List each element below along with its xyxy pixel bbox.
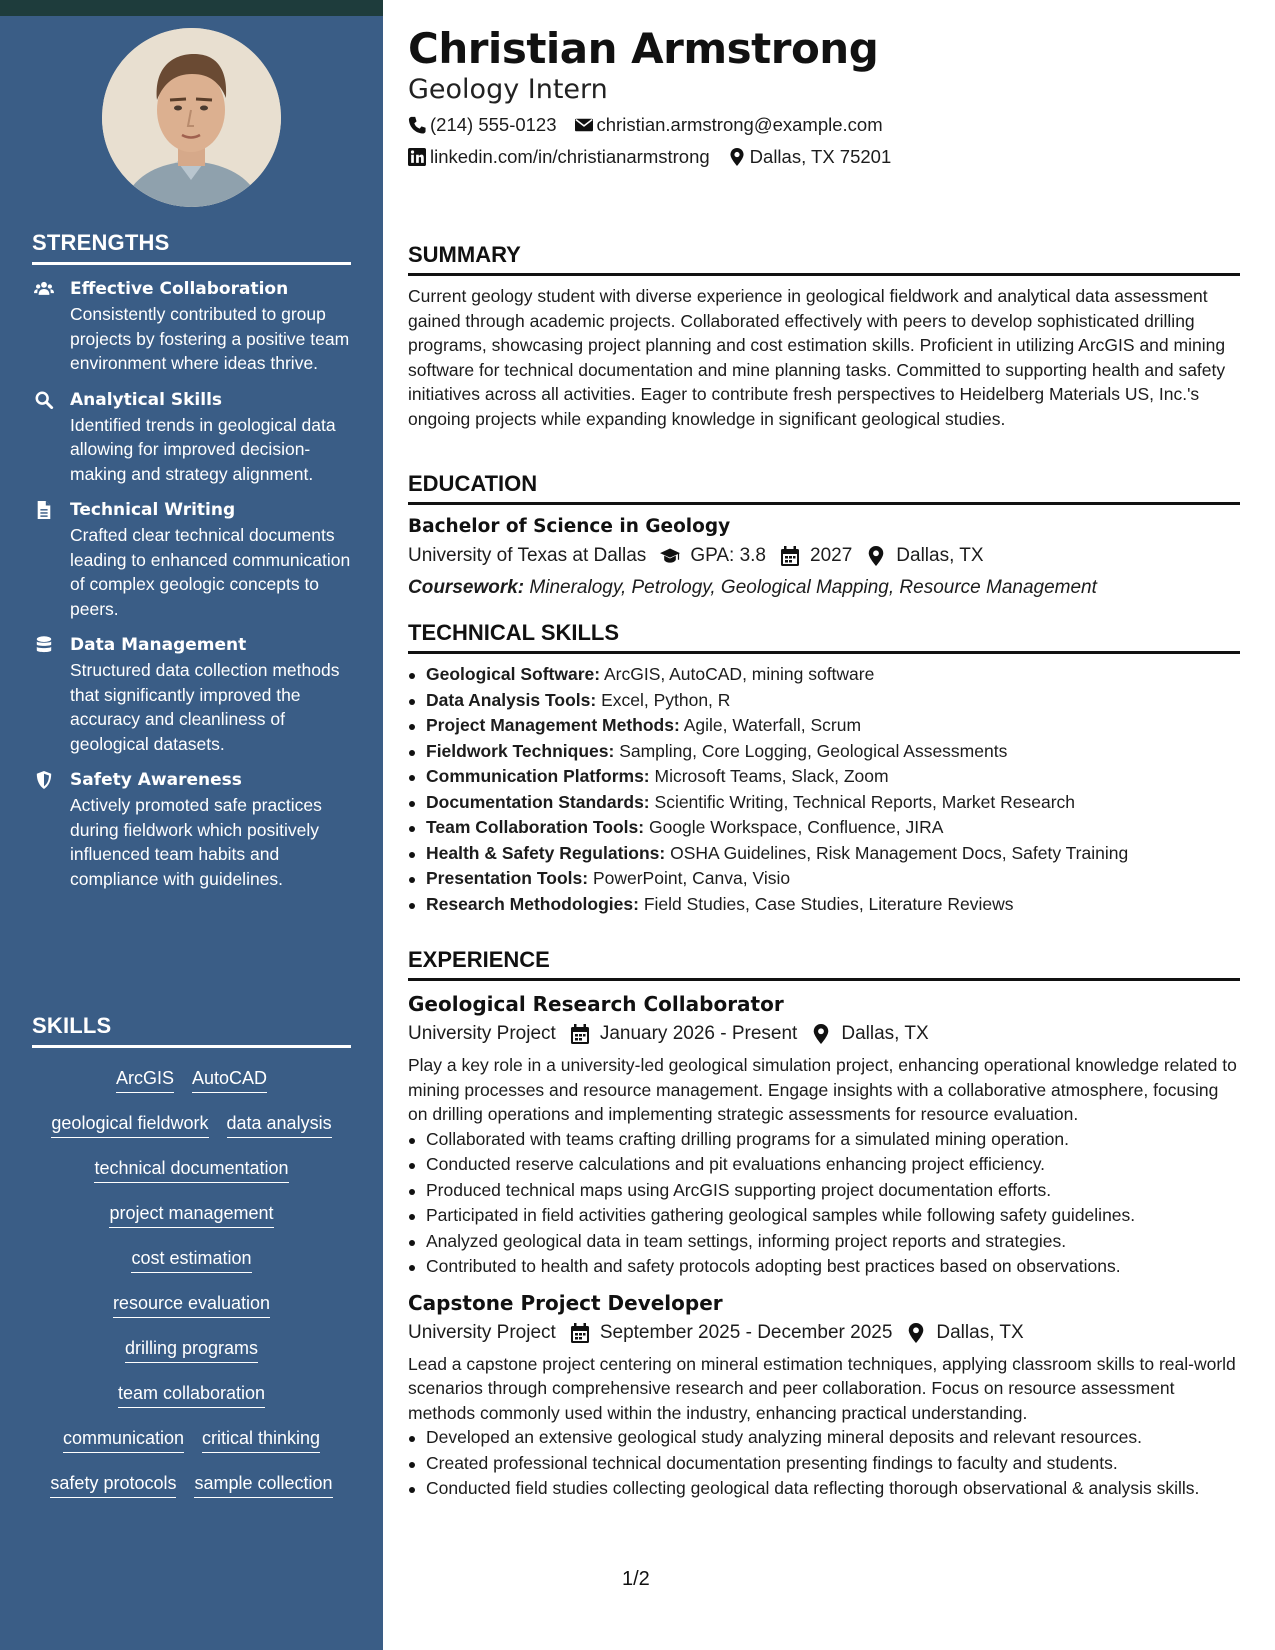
graduation-year: 2027 — [810, 545, 853, 566]
list-item: Collaborated with teams crafting drilling programs for a simulated mining operation. — [408, 1127, 1240, 1153]
list-item: Project Management Methods: Agile, Waterfall, Scrum — [408, 713, 1240, 739]
education-section — [408, 470, 1240, 603]
job-dates: January 2026 - Present — [599, 1023, 798, 1044]
envelope-icon — [575, 116, 593, 134]
strength-item — [32, 277, 351, 376]
strength-description: Identified trends in geological data allowing for improved decision-making and strategy alignment. — [70, 414, 336, 484]
map-pin-icon — [906, 1323, 926, 1343]
page-number: 1/2 — [622, 1568, 650, 1590]
skill-tag: sample collection — [194, 1471, 332, 1498]
job-entry — [408, 1288, 1240, 1502]
candidate-name: Christian Armstrong — [408, 24, 879, 73]
list-item: Contributed to health and safety protocols adopting best practices based on observations. — [408, 1254, 1240, 1280]
list-item: Fieldwork Techniques: Sampling, Core Logging, Geological Assessments — [408, 739, 1240, 765]
skill-tag: resource evaluation — [113, 1291, 270, 1318]
school-location: Dallas, TX — [896, 545, 984, 566]
list-item: Created professional technical documentation presenting findings to faculty and students. — [408, 1451, 1240, 1477]
strength-title: Safety Awareness — [70, 770, 242, 790]
job-meta — [408, 1019, 1240, 1049]
education-heading: EDUCATION — [408, 470, 1240, 505]
list-item: Health & Safety Regulations: OSHA Guidelines, Risk Management Docs, Safety Training — [408, 841, 1240, 867]
list-item: Developed an extensive geological study analyzing mineral deposits and relevant resources. — [408, 1425, 1240, 1451]
strength-description: Structured data collection methods that significantly improved the accuracy and cleanliness of geological datasets. — [70, 660, 340, 754]
school-name: University of Texas at Dallas — [408, 545, 647, 566]
skill-tag: communication — [63, 1426, 184, 1453]
coursework-line — [408, 573, 1240, 603]
coursework-text: Mineralogy, Petrology, Geological Mapping, Resource Management — [529, 577, 1097, 598]
document-icon — [32, 498, 70, 519]
strength-item — [32, 388, 351, 487]
list-item: Conducted field studies collecting geological data reflecting thorough observational & analysis skills. — [408, 1476, 1240, 1502]
degree-title: Bachelor of Science in Geology — [408, 516, 731, 537]
graduation-cap-icon — [660, 546, 680, 566]
avatar — [102, 28, 281, 207]
skill-tag: geological fieldwork — [51, 1111, 208, 1138]
strength-title: Effective Collaboration — [70, 279, 289, 299]
technical-skills-heading: TECHNICAL SKILLS — [408, 619, 1240, 654]
list-item: Documentation Standards: Scientific Writing, Technical Reports, Market Research — [408, 790, 1240, 816]
coursework-label: Coursework: — [408, 577, 525, 598]
strength-description: Consistently contributed to group projects by fostering a positive team environment where ideas thrive. — [70, 304, 350, 373]
job-meta — [408, 1318, 1240, 1348]
calendar-icon — [570, 1024, 590, 1044]
job-bullets — [408, 1425, 1240, 1502]
list-item: Conducted reserve calculations and pit evaluations enhancing project efficiency. — [408, 1152, 1240, 1178]
map-pin-icon — [811, 1024, 831, 1044]
job-location: Dallas, TX — [841, 1023, 929, 1044]
summary-heading: SUMMARY — [408, 241, 1240, 276]
summary-text: Current geology student with diverse experience in geological fieldwork and analytical data assessment gained through academic projects. Collaborated effectively with peers to develop sophisticated drilling programs, showcasing project planning and cost estimation skills. Proficient in utilizing ArcGIS and mining software for technical documentation and mine planning tasks. Committed to supporting health and safety initiatives across all activities. Eager to contribute fresh perspectives to Heidelberg Materials US, Inc.'s ongoing projects while expanding knowledge in significant geological studies. — [408, 286, 1226, 429]
skill-tag: AutoCAD — [192, 1066, 267, 1093]
phone-contact[interactable] — [408, 112, 557, 138]
strength-item — [32, 498, 351, 621]
strengths-section — [32, 230, 351, 903]
list-item: Data Analysis Tools: Excel, Python, R — [408, 688, 1240, 714]
skills-cloud — [32, 1066, 351, 1516]
linkedin-icon — [408, 148, 426, 166]
strengths-heading: STRENGTHS — [32, 230, 351, 265]
skill-tag: ArcGIS — [116, 1066, 174, 1093]
strength-title: Data Management — [70, 635, 247, 655]
skill-tag: drilling programs — [125, 1336, 258, 1363]
sidebar — [0, 0, 383, 1650]
list-item: Communication Platforms: Microsoft Teams, Slack, Zoom — [408, 764, 1240, 790]
education-meta — [408, 541, 1240, 571]
email-text: christian.armstrong@example.com — [596, 114, 883, 135]
summary-section — [408, 241, 1240, 431]
strength-title: Analytical Skills — [70, 389, 223, 410]
phone-icon — [408, 116, 426, 134]
list-item: Analyzed geological data in team settings, informing project reports and strategies. — [408, 1229, 1240, 1255]
job-org: University Project — [408, 1023, 556, 1044]
email-contact[interactable] — [575, 112, 883, 138]
contact-line-2 — [408, 144, 891, 170]
database-icon — [32, 633, 70, 654]
profile-photo-icon — [102, 28, 281, 207]
skill-tag: team collaboration — [118, 1381, 265, 1408]
job-title: Geological Research Collaborator — [408, 992, 784, 1016]
experience-section — [408, 946, 1240, 1502]
location-text: Dallas, TX 75201 — [749, 146, 892, 167]
linkedin-contact[interactable] — [408, 144, 710, 170]
skill-tag: project management — [109, 1201, 273, 1228]
sidebar-top-bar — [0, 0, 383, 16]
phone-text: (214) 555-0123 — [430, 114, 557, 135]
contact-line-1 — [408, 112, 883, 138]
list-item: Presentation Tools: PowerPoint, Canva, Visio — [408, 866, 1240, 892]
skill-tag: data analysis — [227, 1111, 332, 1138]
job-description: Lead a capstone project centering on mineral estimation techniques, applying classroom skills to real-world scenarios through comprehensive research and peer collaboration. Focus on resource assessment methods commonly used within the industry, enhancing practical understanding. — [408, 1353, 1236, 1423]
map-pin-icon — [728, 148, 746, 166]
gpa-text: GPA: 3.8 — [690, 545, 766, 566]
candidate-title: Geology Intern — [408, 74, 608, 105]
list-item: Participated in field activities gathering geological samples while following safety guidelines. — [408, 1203, 1240, 1229]
list-item: Research Methodologies: Field Studies, Case Studies, Literature Reviews — [408, 892, 1240, 918]
map-pin-icon — [866, 546, 886, 566]
shield-icon — [32, 768, 70, 789]
job-dates: September 2025 - December 2025 — [599, 1321, 893, 1343]
skill-tag: cost estimation — [131, 1246, 251, 1273]
strength-item — [32, 768, 351, 891]
job-entry — [408, 989, 1240, 1280]
job-title: Capstone Project Developer — [408, 1290, 723, 1315]
technical-skills-list — [408, 662, 1240, 917]
skill-tag: critical thinking — [202, 1426, 320, 1453]
strength-description: Crafted clear technical documents leading to enhanced communication of complex geologic concepts to peers. — [70, 525, 351, 619]
job-bullets — [408, 1127, 1240, 1280]
list-item: Produced technical maps using ArcGIS supporting project documentation efforts. — [408, 1178, 1240, 1204]
users-icon — [32, 277, 70, 298]
job-description: Play a key role in a university-led geological simulation project, enhancing operational knowledge related to mining processes and resource management. Engage insights with a collaborative atmosphere, focusing on drilling operations and implementing strategic assessments for resource evaluation. — [408, 1055, 1237, 1124]
skill-tag: safety protocols — [50, 1471, 176, 1498]
list-item: Geological Software: ArcGIS, AutoCAD, mining software — [408, 662, 1240, 688]
location-contact — [728, 144, 892, 170]
job-org: University Project — [408, 1321, 556, 1343]
linkedin-text: linkedin.com/in/christianarmstrong — [430, 146, 710, 167]
strength-description: Actively promoted safe practices during fieldwork which positively influenced team habits and compliance with guidelines. — [70, 795, 322, 889]
calendar-icon — [570, 1323, 590, 1343]
strength-item — [32, 633, 351, 756]
technical-skills-section — [408, 619, 1240, 917]
skills-heading: SKILLS — [32, 1013, 351, 1048]
calendar-icon — [780, 546, 800, 566]
skills-section — [32, 1013, 351, 1516]
skill-tag: technical documentation — [94, 1156, 288, 1183]
experience-heading: EXPERIENCE — [408, 946, 1240, 981]
search-icon — [32, 388, 70, 409]
job-location: Dallas, TX — [936, 1321, 1024, 1343]
list-item: Team Collaboration Tools: Google Workspace, Confluence, JIRA — [408, 815, 1240, 841]
strength-title: Technical Writing — [70, 500, 236, 520]
